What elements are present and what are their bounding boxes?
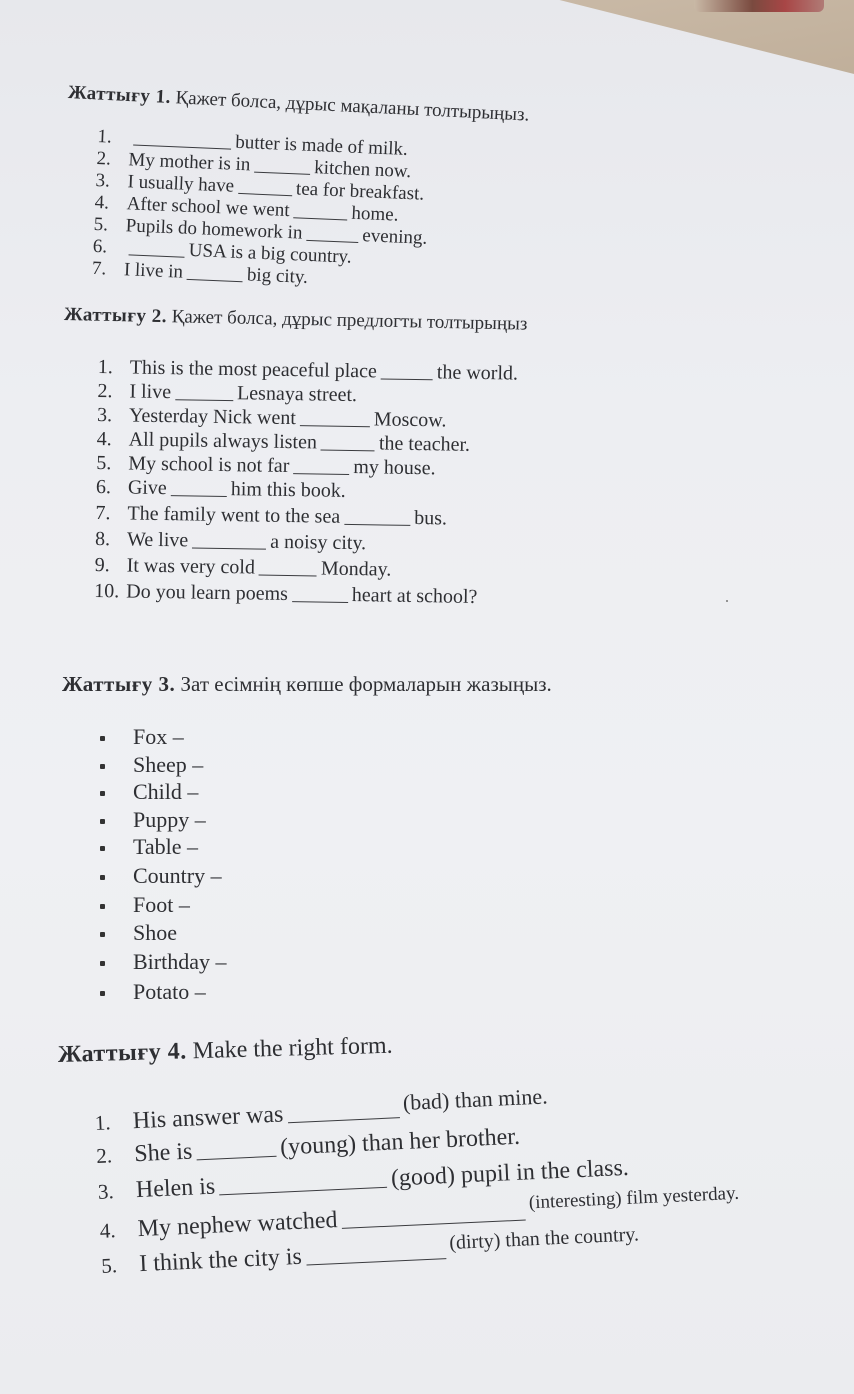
exercise-3-heading [62,672,552,697]
answer-blank[interactable] [292,581,348,603]
item-text: The family went to the sea [127,502,341,528]
item-text: tea for breakfast. [295,178,425,205]
item-text: big city. [246,264,309,288]
item-text: Potato – [133,979,206,1004]
item-number: 6. [92,235,108,258]
item-text: This is the most peaceful place [129,356,378,383]
item-number: 3. [96,403,113,427]
item-number: 4. [96,427,112,451]
item-text: Shoe [133,920,177,945]
answer-blank[interactable] [259,555,317,577]
ex3-item [96,949,227,975]
answer-blank[interactable] [321,430,375,452]
item-text: (interesting) film yesterday. [528,1182,740,1214]
answer-blank[interactable] [306,221,359,243]
item-text: I live in [123,259,184,283]
item-text: Table – [133,834,199,859]
item-number: 1. [97,125,113,148]
item-text: USA is a big country. [188,239,352,268]
item-text: heart at school? [351,584,478,608]
item-number: 3. [95,169,111,192]
item-text: a noisy city. [270,530,367,555]
item-number: 5. [93,213,109,236]
item-text: (young) than her brother. [279,1123,521,1161]
item-text: (good) pupil in the class. [390,1154,630,1192]
item-text: kitchen now. [313,157,412,183]
item-number: 3. [97,1179,115,1204]
item-text: Pupils do homework in [125,215,303,244]
exercise-4-heading [58,1033,393,1069]
item-text: My school is not far [128,452,290,478]
answer-blank[interactable] [171,475,227,497]
bullet-icon [100,764,105,769]
ex3-item [96,779,198,805]
answer-blank[interactable] [192,528,266,550]
ex2-item [96,474,346,503]
exercise-1-instruction: Қажет болса, дұрыс мақаланы толтырыңыз. [175,87,530,126]
answer-blank[interactable] [381,358,433,380]
item-text: (bad) than mine. [402,1083,549,1115]
item-text: the world. [436,361,519,385]
bullet-icon [100,904,105,909]
exercise-4 [0,1020,854,1320]
item-text: the teacher. [378,432,471,456]
item-number: 2. [95,1143,113,1168]
item-text: Yesterday Nick went [128,404,297,430]
item-text: Country – [133,863,222,888]
item-text: She is [133,1138,193,1168]
exercise-3-instruction: Зат есімнің көпше формаларын жазыңыз. [180,672,552,696]
exercise-4-title: Жаттығу 4. [57,1038,188,1068]
bullet-icon [100,991,105,996]
item-text: Monday. [320,557,392,581]
item-text: Helen is [135,1173,216,1204]
item-number: 5. [100,1253,118,1278]
item-text: bus. [414,506,448,530]
item-number: 1. [94,1110,112,1135]
ex3-item [96,892,190,918]
bullet-icon [100,932,105,937]
answer-blank[interactable] [344,504,410,526]
ex3-item [96,807,206,833]
item-text: We live [126,528,189,552]
item-number: 10. [94,579,120,603]
bullet-icon [100,736,105,741]
item-number: 7. [95,501,111,525]
item-text: evening. [361,225,428,249]
item-number: 2. [97,379,113,403]
ex3-item [96,752,203,778]
item-text: I live [129,380,172,404]
item-text: All pupils always listen [128,428,318,454]
item-text: It was very cold [126,554,256,579]
ex2-item [95,526,366,555]
answer-blank[interactable] [293,453,349,475]
paper-speck [726,600,728,602]
answer-blank[interactable] [238,174,293,196]
ex3-item [96,979,206,1005]
answer-blank[interactable] [287,1093,400,1123]
exercise-3-title: Жаттығу 3. [62,672,176,696]
item-number: 4. [94,191,110,214]
exercise-1-heading [67,82,529,127]
ex3-item [96,863,222,889]
item-text: butter is made of milk. [234,131,409,160]
item-text: (dirty) than the country. [448,1223,640,1255]
answer-blank[interactable] [300,405,370,427]
item-text: Give [127,476,167,500]
exercise-2 [0,300,854,630]
item-number: 4. [99,1218,117,1243]
item-text: Foot – [133,892,190,917]
answer-blank[interactable] [293,198,348,220]
answer-blank[interactable] [196,1132,277,1161]
item-text: Puppy – [133,807,206,832]
exercise-1-title: Жаттығу 1. [67,82,172,109]
item-number: 9. [94,553,110,577]
answer-blank[interactable] [187,260,244,282]
exercise-2-instruction: Қажет болса, дұрыс предлогты толтырыңыз [171,306,528,335]
item-text: him this book. [230,478,346,502]
item-text: Birthday – [133,949,227,974]
answer-blank[interactable] [341,1196,526,1229]
bullet-icon [100,875,105,880]
item-number: 5. [96,451,112,475]
item-text: Lesnaya street. [236,382,358,407]
bullet-icon [100,961,105,966]
item-number: 1. [97,355,113,379]
answer-blank[interactable] [133,126,232,150]
answer-blank[interactable] [175,379,233,401]
answer-blank[interactable] [254,153,311,175]
exercise-2-heading [64,304,528,336]
item-text: my house. [353,456,436,480]
item-text: After school we went [126,193,291,222]
item-text: My mother is in [128,149,251,176]
item-text: Do you learn poems [126,580,289,606]
ex2-item [94,578,477,609]
ex2-item [94,552,391,582]
answer-blank[interactable] [218,1163,387,1196]
item-text: Moscow. [373,408,447,432]
item-number: 7. [91,257,107,280]
item-text: My nephew watched [137,1207,339,1243]
ex3-item [96,834,198,860]
ex3-item [96,724,184,750]
item-text: I think the city is [138,1243,303,1278]
item-text: Child – [133,779,199,804]
ex3-item [96,920,177,946]
exercise-3 [0,660,854,1020]
item-number: 2. [96,147,112,170]
bullet-icon [100,846,105,851]
exercise-4-instruction: Make the right form. [192,1032,393,1065]
answer-blank[interactable] [305,1234,446,1265]
exercise-2-title: Жаттығу 2. [63,304,168,328]
bullet-icon [100,791,105,796]
exercise-1 [0,0,854,300]
item-text: Sheep – [133,752,204,777]
item-number: 8. [94,527,111,551]
bullet-icon [100,819,105,824]
answer-blank[interactable] [129,235,186,257]
item-text: home. [351,202,399,226]
item-number: 6. [95,475,112,499]
item-text: His answer was [132,1101,284,1135]
item-text: Fox – [133,724,184,749]
item-text: I usually have [127,171,235,197]
